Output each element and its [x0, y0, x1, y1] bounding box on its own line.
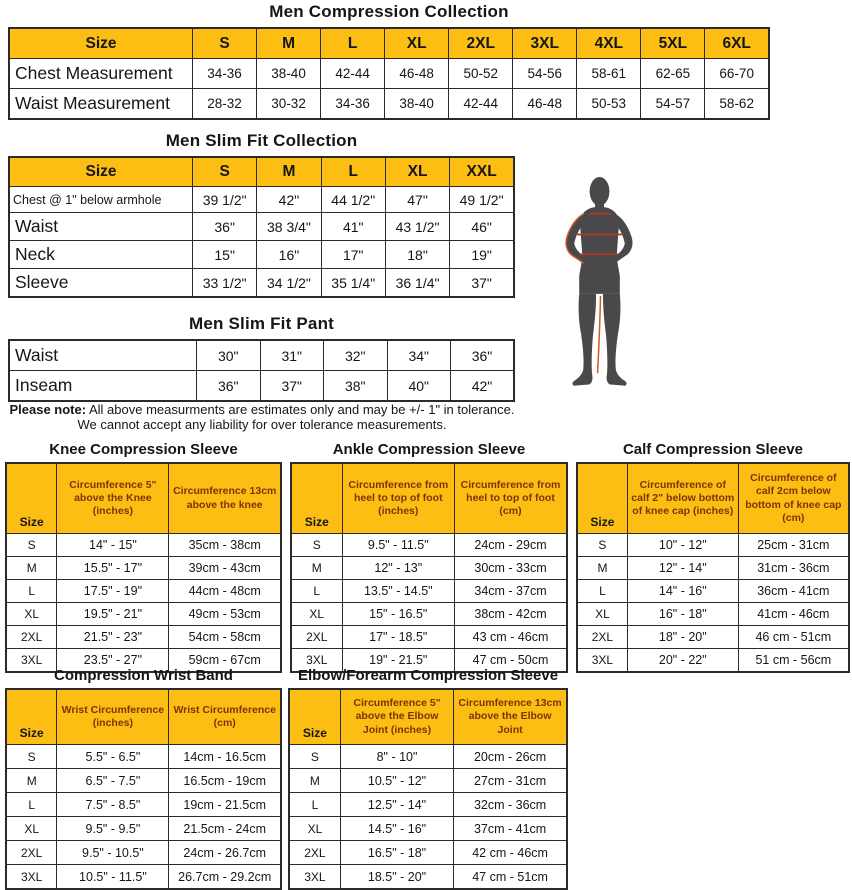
- table-row: [6, 769, 281, 793]
- cell-value: 21.5" - 23": [57, 626, 169, 649]
- cell-value: 24cm - 29cm: [455, 534, 567, 557]
- row-label: S: [291, 534, 342, 557]
- cell-value: 50-52: [449, 59, 513, 89]
- column-header: M: [257, 157, 321, 187]
- row-label: Waist: [9, 213, 193, 241]
- cell-value: 44cm - 48cm: [169, 580, 281, 603]
- row-label: Neck: [9, 241, 193, 269]
- men-compression-title: Men Compression Collection: [269, 2, 509, 21]
- section-calf-sleeve: [576, 441, 850, 673]
- row-label: Chest @ 1" below armhole: [9, 187, 193, 213]
- cell-value: 37": [260, 371, 324, 402]
- cell-value: 47 cm - 51cm: [454, 865, 567, 890]
- sizing-table: [576, 462, 850, 673]
- section-men-compression: [8, 2, 770, 120]
- cell-value: 12.5" - 14": [340, 793, 453, 817]
- sizing-table: [8, 156, 515, 298]
- cell-value: 28-32: [193, 89, 257, 120]
- column-header: Circumference 5" above the Elbow Joint (inches): [340, 689, 453, 745]
- column-header: Circumference from heel to top of foot (inches): [342, 463, 454, 534]
- cell-value: 9.5" - 11.5": [342, 534, 454, 557]
- cell-value: 42": [451, 371, 515, 402]
- table-row: [291, 580, 567, 603]
- row-label: XL: [289, 817, 340, 841]
- cell-value: 44 1/2": [321, 187, 385, 213]
- column-header: L: [321, 28, 385, 59]
- cell-value: 54-57: [641, 89, 705, 120]
- cell-value: 15": [193, 241, 257, 269]
- elbow-sleeve-title: Elbow/Forearm Compression Sleeve: [297, 667, 559, 684]
- cell-value: 49cm - 53cm: [169, 603, 281, 626]
- column-header: S: [193, 157, 257, 187]
- cell-value: 58-62: [705, 89, 769, 120]
- cell-value: 41": [321, 213, 385, 241]
- slim-fit-pant-table: [8, 339, 515, 402]
- knee-sleeve-table: [5, 462, 282, 673]
- cell-value: 12" - 14": [627, 557, 738, 580]
- section-knee-sleeve: [5, 441, 282, 673]
- cell-value: 8" - 10": [340, 745, 453, 769]
- cell-value: 39cm - 43cm: [169, 557, 281, 580]
- cell-value: 23.5" - 27": [57, 649, 169, 673]
- cell-value: 19": [450, 241, 514, 269]
- cell-value: 30-32: [257, 89, 321, 120]
- cell-value: 20" - 22": [627, 649, 738, 673]
- row-label: 2XL: [577, 626, 627, 649]
- cell-value: 31cm - 36cm: [738, 557, 849, 580]
- row-label: S: [577, 534, 627, 557]
- cell-value: 46-48: [513, 89, 577, 120]
- column-header: 4XL: [577, 28, 641, 59]
- column-header: L: [321, 157, 385, 187]
- table-row: [291, 603, 567, 626]
- header-row: [9, 157, 514, 187]
- cell-value: 16.5cm - 19cm: [169, 769, 281, 793]
- cell-value: 46": [450, 213, 514, 241]
- cell-value: 38 3/4": [257, 213, 321, 241]
- row-label: L: [289, 793, 340, 817]
- cell-value: 14cm - 16.5cm: [169, 745, 281, 769]
- column-header: 3XL: [513, 28, 577, 59]
- cell-value: 37": [450, 269, 514, 298]
- header-row: [9, 28, 769, 59]
- row-label: 3XL: [291, 649, 342, 673]
- table-row: [289, 769, 567, 793]
- cell-value: 46 cm - 51cm: [738, 626, 849, 649]
- column-header: Size: [289, 689, 340, 745]
- table-row: [289, 817, 567, 841]
- row-label: 2XL: [291, 626, 342, 649]
- row-label: 3XL: [289, 865, 340, 890]
- knee-sleeve-title: Knee Compression Sleeve: [49, 441, 238, 458]
- row-label: L: [6, 580, 57, 603]
- cell-value: 35 1/4": [321, 269, 385, 298]
- cell-value: 36cm - 41cm: [738, 580, 849, 603]
- table-row: [9, 371, 514, 402]
- cell-value: 16" - 18": [627, 603, 738, 626]
- cell-value: 10" - 12": [627, 534, 738, 557]
- wrist-band-title: Compression Wrist Band: [54, 667, 233, 684]
- cell-value: 24cm - 26.7cm: [169, 841, 281, 865]
- header-row: [289, 689, 567, 745]
- cell-value: 18": [385, 241, 449, 269]
- slim-fit-pant-title: Men Slim Fit Pant: [188, 314, 335, 333]
- cell-value: 12" - 13": [342, 557, 454, 580]
- column-header: Size: [6, 689, 57, 745]
- row-label: L: [6, 793, 57, 817]
- elbow-sleeve-table: [288, 688, 568, 890]
- column-header: Circumference 13cm above the knee: [169, 463, 281, 534]
- cell-value: 27cm - 31cm: [454, 769, 567, 793]
- cell-value: 26.7cm - 29.2cm: [169, 865, 281, 890]
- row-label: XL: [577, 603, 627, 626]
- cell-value: 59cm - 67cm: [169, 649, 281, 673]
- cell-value: 62-65: [641, 59, 705, 89]
- cell-value: 42-44: [449, 89, 513, 120]
- table-row: [6, 580, 281, 603]
- cell-value: 42": [257, 187, 321, 213]
- table-row: [6, 745, 281, 769]
- column-header: XXL: [450, 157, 514, 187]
- row-label: XL: [6, 603, 57, 626]
- row-label: M: [6, 769, 57, 793]
- cell-value: 47 cm - 50cm: [455, 649, 567, 673]
- table-row: [577, 626, 849, 649]
- table-row: [577, 649, 849, 673]
- header-row: [6, 689, 281, 745]
- cell-value: 36": [451, 340, 515, 371]
- row-label: Waist: [9, 340, 197, 371]
- row-label: L: [577, 580, 627, 603]
- table-row: [9, 89, 769, 120]
- row-label: M: [289, 769, 340, 793]
- section-wrist-band: [5, 667, 282, 890]
- ankle-sleeve-title: Ankle Compression Sleeve: [332, 441, 526, 458]
- cell-value: 31": [260, 340, 324, 371]
- table-row: [577, 603, 849, 626]
- row-label: S: [289, 745, 340, 769]
- row-label: 3XL: [6, 649, 57, 673]
- cell-value: 14" - 16": [627, 580, 738, 603]
- ankle-sleeve-table: [290, 462, 568, 673]
- header-row: [6, 463, 281, 534]
- male-silhouette: [567, 177, 633, 386]
- cell-value: 66-70: [705, 59, 769, 89]
- cell-value: 38-40: [257, 59, 321, 89]
- cell-value: 34 1/2": [257, 269, 321, 298]
- sizing-table: [5, 462, 282, 673]
- table-row: [6, 603, 281, 626]
- section-elbow-sleeve: [288, 667, 568, 890]
- cell-value: 19" - 21.5": [342, 649, 454, 673]
- cell-value: 30cm - 33cm: [455, 557, 567, 580]
- column-header: Size: [577, 463, 627, 534]
- cell-value: 47": [385, 187, 449, 213]
- cell-value: 9.5" - 10.5": [57, 841, 169, 865]
- cell-value: 15.5" - 17": [57, 557, 169, 580]
- cell-value: 36": [197, 371, 261, 402]
- cell-value: 42-44: [321, 59, 385, 89]
- cell-value: 25cm - 31cm: [738, 534, 849, 557]
- table-row: [9, 269, 514, 298]
- column-header: 5XL: [641, 28, 705, 59]
- male-silhouette-figure: [561, 175, 643, 389]
- sizing-table: [8, 27, 770, 120]
- table-row: [6, 865, 281, 890]
- row-label: M: [577, 557, 627, 580]
- cell-value: 10.5" - 11.5": [57, 865, 169, 890]
- cell-value: 17.5" - 19": [57, 580, 169, 603]
- row-label: S: [6, 534, 57, 557]
- cell-value: 5.5" - 6.5": [57, 745, 169, 769]
- table-row: [291, 626, 567, 649]
- cell-value: 34-36: [321, 89, 385, 120]
- table-row: [291, 557, 567, 580]
- cell-value: 43 1/2": [385, 213, 449, 241]
- cell-value: 54cm - 58cm: [169, 626, 281, 649]
- cell-value: 16.5" - 18": [340, 841, 453, 865]
- cell-value: 39 1/2": [193, 187, 257, 213]
- table-row: [9, 213, 514, 241]
- column-header: 2XL: [449, 28, 513, 59]
- cell-value: 32cm - 36cm: [454, 793, 567, 817]
- cell-value: 32": [324, 340, 388, 371]
- column-header: Circumference 13cm above the Elbow Joint: [454, 689, 567, 745]
- cell-value: 50-53: [577, 89, 641, 120]
- row-label: 3XL: [577, 649, 627, 673]
- column-header: Size: [6, 463, 57, 534]
- cell-value: 6.5" - 7.5": [57, 769, 169, 793]
- calf-sleeve-table: [576, 462, 850, 673]
- row-label: Chest Measurement: [9, 59, 193, 89]
- cell-value: 58-61: [577, 59, 641, 89]
- sizing-table: [8, 339, 515, 402]
- cell-value: 10.5" - 12": [340, 769, 453, 793]
- table-row: [9, 241, 514, 269]
- column-header: Circumference 5" above the Knee (inches): [57, 463, 169, 534]
- cell-value: 16": [257, 241, 321, 269]
- row-label: S: [6, 745, 57, 769]
- section-ankle-sleeve: [290, 441, 568, 673]
- row-label: M: [291, 557, 342, 580]
- row-label: XL: [291, 603, 342, 626]
- cell-value: 36": [193, 213, 257, 241]
- tolerance-note-label: Please note:: [9, 402, 87, 417]
- cell-value: 7.5" - 8.5": [57, 793, 169, 817]
- cell-value: 20cm - 26cm: [454, 745, 567, 769]
- column-header: Wrist Circumference (inches): [57, 689, 169, 745]
- column-header: Size: [9, 157, 193, 187]
- tolerance-note: [0, 402, 524, 432]
- men-compression-table: [8, 27, 770, 120]
- header-row: [291, 463, 567, 534]
- cell-value: 9.5" - 9.5": [57, 817, 169, 841]
- cell-value: 18" - 20": [627, 626, 738, 649]
- inseam-measure-line: [598, 296, 601, 373]
- sizing-table: [288, 688, 568, 890]
- column-header: Size: [9, 28, 193, 59]
- row-label: Sleeve: [9, 269, 193, 298]
- table-row: [6, 626, 281, 649]
- cell-value: 30": [197, 340, 261, 371]
- table-row: [6, 557, 281, 580]
- column-header: Circumference from heel to top of foot (cm): [455, 463, 567, 534]
- cell-value: 54-56: [513, 59, 577, 89]
- tolerance-note-line2: We cannot accept any liability for over tolerance measurements.: [77, 417, 447, 432]
- table-row: [289, 841, 567, 865]
- cell-value: 19.5" - 21": [57, 603, 169, 626]
- column-header: Circumference of calf 2" below bottom of knee cap (inches): [627, 463, 738, 534]
- column-header: M: [257, 28, 321, 59]
- row-label: 2XL: [6, 841, 57, 865]
- table-row: [6, 817, 281, 841]
- table-row: [577, 557, 849, 580]
- section-slim-fit-pant: [8, 314, 515, 402]
- cell-value: 35cm - 38cm: [169, 534, 281, 557]
- cell-value: 41cm - 46cm: [738, 603, 849, 626]
- cell-value: 38": [324, 371, 388, 402]
- row-label: 2XL: [6, 626, 57, 649]
- cell-value: 13.5" - 14.5": [342, 580, 454, 603]
- cell-value: 14" - 15": [57, 534, 169, 557]
- column-header: 6XL: [705, 28, 769, 59]
- cell-value: 34-36: [193, 59, 257, 89]
- column-header: Wrist Circumference (cm): [169, 689, 281, 745]
- cell-value: 33 1/2": [193, 269, 257, 298]
- section-slim-fit: [8, 131, 515, 298]
- row-label: XL: [6, 817, 57, 841]
- table-row: [6, 793, 281, 817]
- table-row: [6, 841, 281, 865]
- row-label: M: [6, 557, 57, 580]
- cell-value: 37cm - 41cm: [454, 817, 567, 841]
- table-row: [289, 793, 567, 817]
- cell-value: 43 cm - 46cm: [455, 626, 567, 649]
- slim-fit-table: [8, 156, 515, 298]
- row-label: L: [291, 580, 342, 603]
- cell-value: 18.5" - 20": [340, 865, 453, 890]
- cell-value: 42 cm - 46cm: [454, 841, 567, 865]
- cell-value: 40": [387, 371, 451, 402]
- row-label: 3XL: [6, 865, 57, 890]
- table-row: [9, 340, 514, 371]
- cell-value: 34": [387, 340, 451, 371]
- slim-fit-title: Men Slim Fit Collection: [165, 131, 358, 150]
- table-row: [577, 580, 849, 603]
- cell-value: 49 1/2": [450, 187, 514, 213]
- table-row: [289, 865, 567, 890]
- cell-value: 51 cm - 56cm: [738, 649, 849, 673]
- sizing-table: [290, 462, 568, 673]
- cell-value: 14.5" - 16": [340, 817, 453, 841]
- header-row: [577, 463, 849, 534]
- cell-value: 38-40: [385, 89, 449, 120]
- column-header: XL: [385, 157, 449, 187]
- cell-value: 19cm - 21.5cm: [169, 793, 281, 817]
- wrist-band-table: [5, 688, 282, 890]
- column-header: XL: [385, 28, 449, 59]
- cell-value: 17" - 18.5": [342, 626, 454, 649]
- calf-sleeve-title: Calf Compression Sleeve: [622, 441, 804, 458]
- tolerance-note-line1: Please note: All above measurments are estimates only and may be +/- 1" in tolerance.: [9, 402, 515, 417]
- table-row: [291, 534, 567, 557]
- table-row: [6, 534, 281, 557]
- cell-value: 15" - 16.5": [342, 603, 454, 626]
- row-label: Inseam: [9, 371, 197, 402]
- cell-value: 36 1/4": [385, 269, 449, 298]
- table-row: [9, 59, 769, 89]
- table-row: [289, 745, 567, 769]
- row-label: 2XL: [289, 841, 340, 865]
- column-header: Circumference of calf 2cm below bottom of knee cap (cm): [738, 463, 849, 534]
- column-header: Size: [291, 463, 342, 534]
- cell-value: 38cm - 42cm: [455, 603, 567, 626]
- cell-value: 17": [321, 241, 385, 269]
- cell-value: 34cm - 37cm: [455, 580, 567, 603]
- cell-value: 46-48: [385, 59, 449, 89]
- table-row: [9, 187, 514, 213]
- column-header: S: [193, 28, 257, 59]
- table-row: [577, 534, 849, 557]
- cell-value: 21.5cm - 24cm: [169, 817, 281, 841]
- sizing-table: [5, 688, 282, 890]
- row-label: Waist Measurement: [9, 89, 193, 120]
